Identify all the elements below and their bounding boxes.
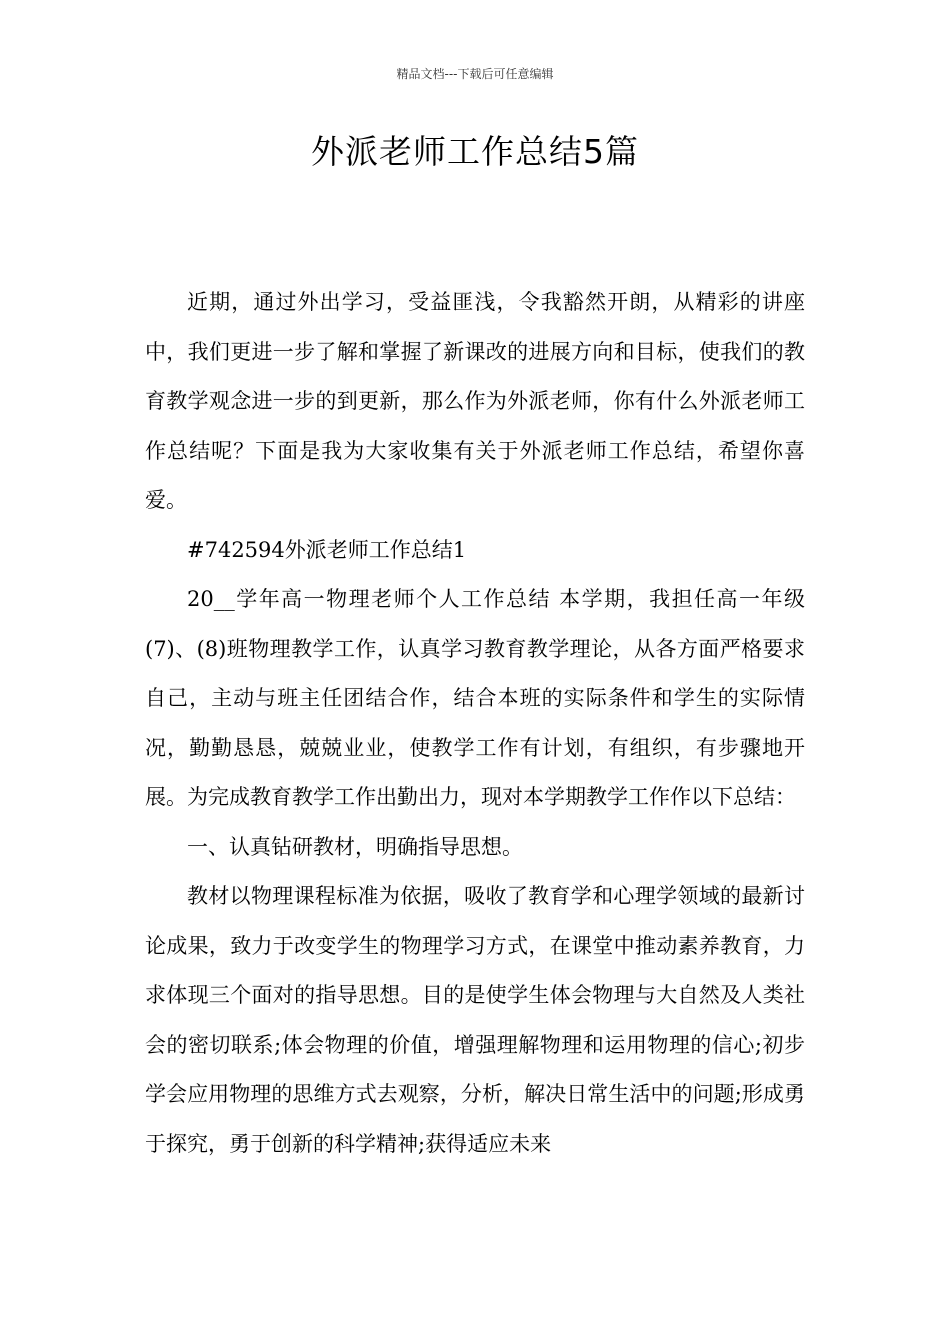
document-body: [145, 278, 805, 1169]
summary-paragraph: 20__学年高一物理老师个人工作总结 本学期，我担任高一年级(7)、(8)班物理教学工作，认真学习教育教学理论，从各方面严格要求自己，主动与班主任团结合作，结合本班的实际条件和学生的实际情况，勤勤恳恳，兢兢业业，使教学工作有计划，有组织，有步骤地开展。为完成教育教学工作出勤出力，现对本学期教学工作作以下总结：: [145, 587, 805, 809]
intro-paragraph: 近期，通过外出学习，受益匪浅，令我豁然开朗，从精彩的讲座中，我们更进一步了解和掌握了新课改的进展方向和目标，使我们的教育教学观念进一步的到更新，那么作为外派老师，你有什么外派老师工作总结呢？下面是我为大家收集有关于外派老师工作总结，希望你喜爱。: [145, 290, 805, 512]
subheading-1: 一、认真钻研教材，明确指导思想。: [187, 834, 523, 859]
section-heading-1: #742594外派老师工作总结1: [187, 537, 467, 562]
header-note: 精品文档---下载后可任意编辑: [396, 67, 554, 81]
document-title: 外派老师工作总结5篇: [311, 132, 639, 171]
teaching-material-paragraph: 教材以物理课程标准为依据，吸收了教育学和心理学领域的最新讨论成果，致力于改变学生的物理学习方式，在课堂中推动素养教育，力求体现三个面对的指导思想。目的是使学生体会物理与大自然及人类社会的密切联系;体会物理的价值，增强理解物理和运用物理的信心;初步学会应用物理的思维方式去观察，分析，解决日常生活中的问题;形成勇于探究，勇于创新的科学精神;获得适应未来: [145, 884, 805, 1156]
